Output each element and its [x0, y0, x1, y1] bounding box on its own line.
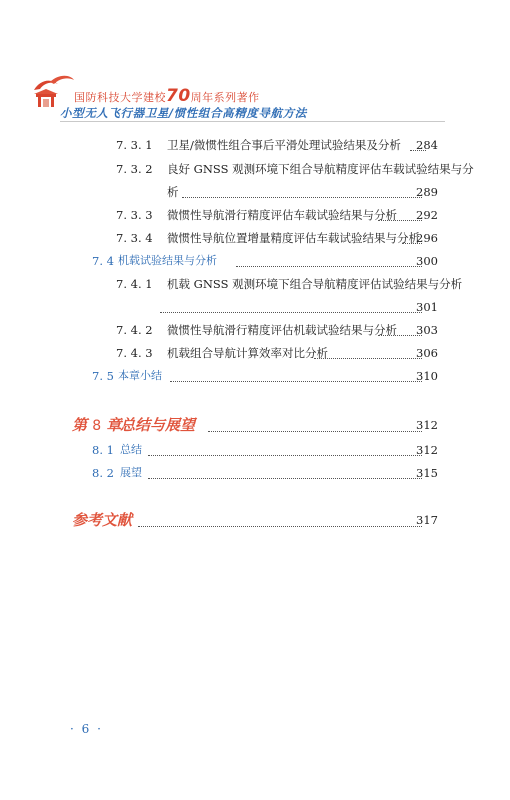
- toc-leader: [236, 265, 422, 267]
- page-number: · 6 ·: [70, 722, 103, 736]
- toc-page: 284: [416, 138, 438, 152]
- toc-page: 310: [416, 369, 438, 383]
- toc-leader: [138, 525, 422, 527]
- toc-entry-7-5[interactable]: [0, 366, 510, 386]
- toc-entry-7-4-2[interactable]: [0, 320, 510, 340]
- toc-entry-7-4-3[interactable]: [0, 343, 510, 363]
- toc-title: 微惯性导航滑行精度评估车载试验结果与分析: [167, 208, 397, 222]
- toc-title: 本章小结: [118, 369, 162, 382]
- toc-title: 机载组合导航计算效率对比分析: [167, 346, 328, 360]
- toc-page: 301: [416, 300, 438, 314]
- chapter-prefix: 第: [72, 416, 88, 434]
- toc-page: 317: [416, 513, 438, 527]
- book-title: 小型无人飞行器卫星/惯性组合高精度导航方法: [60, 106, 307, 120]
- toc-leader: [314, 357, 422, 359]
- toc-title: 总结与展望: [120, 416, 196, 434]
- series-text-a: 国防科技大学建校: [74, 91, 166, 104]
- toc-leader: [160, 311, 422, 313]
- toc-number: 7. 4. 2: [116, 323, 153, 337]
- series-text-big: 70: [166, 86, 191, 106]
- toc-leader: [170, 380, 422, 382]
- toc-number: 7. 4. 1: [116, 277, 153, 291]
- toc-entry-7-3-2[interactable]: [0, 159, 510, 179]
- toc-number: 7. 3. 2: [116, 162, 153, 176]
- toc-entry-7-3-3[interactable]: [0, 205, 510, 225]
- toc-entry-7-3-4[interactable]: [0, 228, 510, 248]
- toc-title: 微惯性导航滑行精度评估机载试验结果与分析: [167, 323, 397, 337]
- chapter-number: [72, 413, 121, 438]
- series-title: [74, 86, 260, 106]
- toc-entry-7-3-2-cont[interactable]: [0, 182, 510, 202]
- toc-entry-chapter-8[interactable]: [0, 413, 510, 437]
- toc-entry-7-4[interactable]: [0, 251, 510, 271]
- toc-title: 机载 GNSS 观测环境下组合导航精度评估试验结果与分析: [167, 277, 463, 291]
- toc-entry-8-2[interactable]: [0, 463, 510, 483]
- toc-title: 微惯性导航位置增量精度评估车载试验结果与分析: [167, 231, 420, 245]
- toc-title: 机载试验结果与分析: [118, 254, 217, 267]
- toc-page: 315: [416, 466, 438, 480]
- toc-entry-7-4-1-cont[interactable]: [0, 297, 510, 317]
- chapter-suffix: 章: [106, 416, 122, 434]
- toc-page: 306: [416, 346, 438, 360]
- toc-title: 展望: [120, 466, 142, 479]
- toc-number: 7. 3. 4: [116, 231, 153, 245]
- toc-page: 292: [416, 208, 438, 222]
- toc-number: 7. 3. 1: [116, 138, 153, 152]
- toc-page: 312: [416, 418, 438, 432]
- header-rule: [60, 121, 445, 122]
- toc-title: 卫星/微惯性组合事后平滑处理试验结果及分析: [167, 138, 401, 152]
- toc-number: 7. 3. 3: [116, 208, 153, 222]
- toc-page: 300: [416, 254, 438, 268]
- toc-entry-7-3-1[interactable]: [0, 135, 510, 155]
- toc-page: 289: [416, 185, 438, 199]
- toc-number: 8. 2: [92, 466, 114, 480]
- series-text-b: 周年系列著作: [190, 91, 260, 104]
- toc-page: 303: [416, 323, 438, 337]
- running-header: [0, 0, 510, 130]
- toc-page: 296: [416, 231, 438, 245]
- toc-title: 总结: [120, 443, 142, 456]
- toc-number: 7. 4. 3: [116, 346, 153, 360]
- toc-number: 8. 1: [92, 443, 114, 457]
- toc-leader: [148, 454, 422, 456]
- toc-title-cont: 析: [167, 185, 179, 199]
- toc-number: 7. 4: [92, 254, 114, 268]
- toc-leader: [182, 196, 422, 198]
- toc-entry-7-4-1[interactable]: [0, 274, 510, 294]
- toc-number: 7. 5: [92, 369, 114, 383]
- toc-title: 参考文献: [72, 511, 133, 529]
- toc-leader: [208, 430, 422, 432]
- toc-title: 良好 GNSS 观测环境下组合导航精度评估车载试验结果与分: [167, 162, 474, 176]
- toc-entry-8-1[interactable]: [0, 440, 510, 460]
- toc-leader: [148, 477, 422, 479]
- chapter-digit: 8: [92, 418, 102, 434]
- toc-entry-references[interactable]: [0, 508, 510, 532]
- toc-page: 312: [416, 443, 438, 457]
